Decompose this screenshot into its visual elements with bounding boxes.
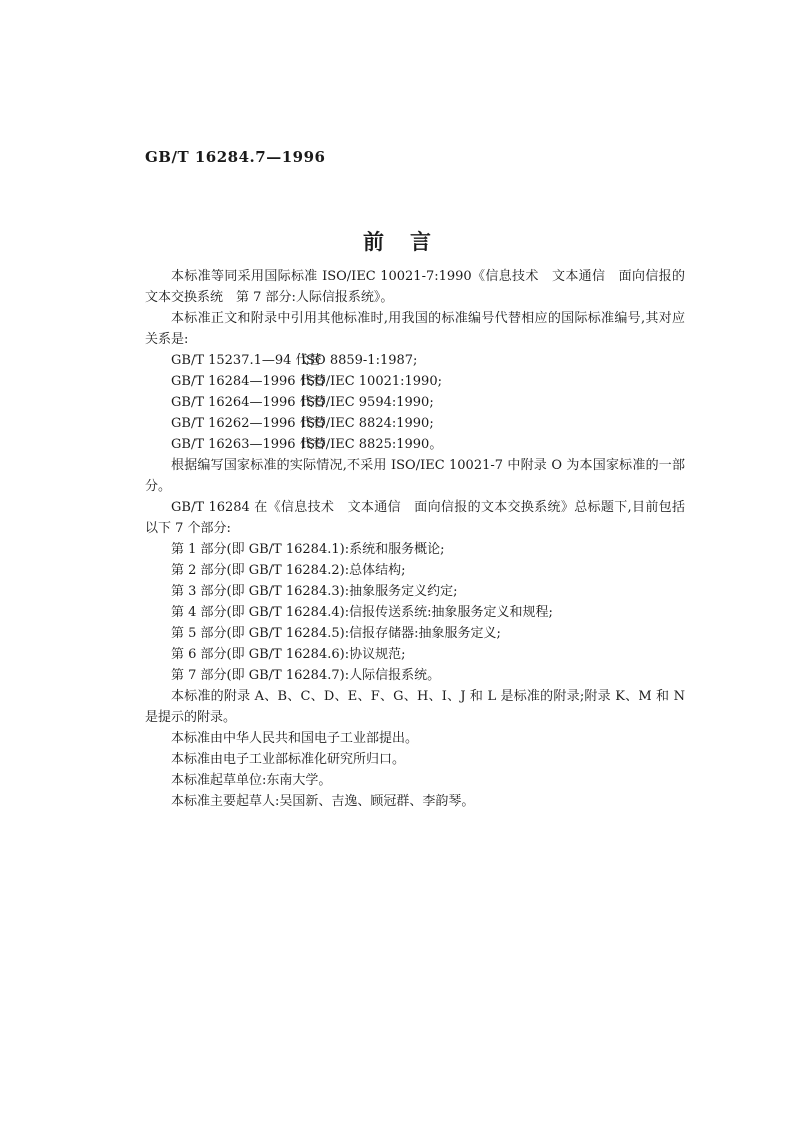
paragraph-annexes: 本标准的附录 A、B、C、D、E、F、G、H、I、J 和 L 是标准的附录;附录 K、M 和 N 是提示的附录。 [145,689,685,725]
part-item: 第 5 部分(即 GB/T 16284.5):信报存储器:抽象服务定义; [171,626,501,641]
part-item: 第 4 部分(即 GB/T 16284.4):信报传送系统:抽象服务定义和规程; [171,605,553,620]
page-title: 前言 [363,229,457,254]
equivalence-item: GB/T 16262—1996 代替ISO/IEC 8824:1990; [171,416,434,431]
part-item: 第 6 部分(即 GB/T 16284.6):协议规范; [171,647,406,662]
paragraph-drafting-unit: 本标准起草单位:东南大学。 [171,773,332,788]
paragraph-responsible: 本标准由电子工业部标准化研究所归口。 [171,752,406,767]
equivalence-item: GB/T 16264—1996 代替ISO/IEC 9594:1990; [171,395,434,410]
paragraph-adoption: 本标准等同采用国际标准 ISO/IEC 10021-7:1990《信息技术 文本通信 面向信报的文本交换系统 第 7 部分:人际信报系统》。 [145,269,685,305]
parts-list [145,539,685,686]
part-item: 第 2 部分(即 GB/T 16284.2):总体结构; [171,563,406,578]
equivalence-item: GB/T 15237.1—94 代替ISO 8859-1:1987; [171,353,418,368]
paragraph-parts: GB/T 16284 在《信息技术 文本通信 面向信报的文本交换系统》总标题下,目前包括以下 7 个部分: [145,500,685,536]
part-item: 第 3 部分(即 GB/T 16284.3):抽象服务定义约定; [171,584,458,599]
part-item: 第 7 部分(即 GB/T 16284.7):人际信报系统。 [171,668,441,683]
equivalence-item: GB/T 16263—1996 代替ISO/IEC 8825:1990。 [171,437,443,452]
equivalence-item: GB/T 16284—1996 代替ISO/IEC 10021:1990; [171,374,442,389]
paragraph-proposer: 本标准由中华人民共和国电子工业部提出。 [171,731,419,746]
paragraph-annex-o: 根据编写国家标准的实际情况,不采用 ISO/IEC 10021-7 中附录 O 为本国家标准的一部分。 [145,458,685,494]
paragraph-correspondence: 本标准正文和附录中引用其他标准时,用我国的标准编号代替相应的国际标准编号,其对应关系是: [145,311,685,347]
equivalence-list [145,350,685,455]
foreword-body [145,266,685,812]
part-item: 第 1 部分(即 GB/T 16284.1):系统和服务概论; [171,542,445,557]
paragraph-drafters: 本标准主要起草人:吴国新、吉逸、顾冠群、李韵琴。 [171,794,475,809]
standard-number: GB/T 16284.7—1996 [145,148,326,166]
